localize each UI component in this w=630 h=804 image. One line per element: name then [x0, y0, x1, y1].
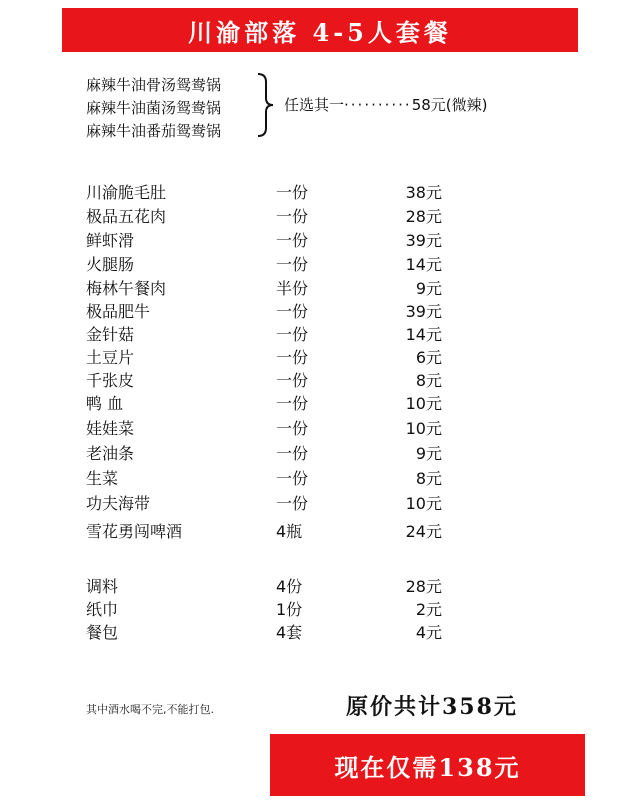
- menu-row: [86, 276, 456, 298]
- item-name: 鸭 血: [86, 394, 124, 413]
- hotpot-price: 58元(微辣): [411, 96, 488, 114]
- footnote: 其中酒水喝不完,不能打包.: [86, 703, 214, 716]
- item-price: 39元: [405, 302, 442, 321]
- now-price: 现在仅需138元: [334, 752, 521, 782]
- hotpot-option: 麻辣牛油番茄鸳鸯锅: [86, 122, 222, 140]
- menu-row: [86, 204, 456, 226]
- item-name: 功夫海带: [86, 494, 151, 513]
- menu-row: [86, 416, 456, 438]
- item-qty: 一份: [276, 302, 309, 321]
- item-qty: 1份: [276, 600, 303, 619]
- item-qty: 4份: [276, 577, 303, 596]
- menu-row: [86, 322, 456, 344]
- item-name: 梅林午餐肉: [86, 279, 167, 298]
- menu-row: [86, 252, 456, 274]
- item-price: 6元: [415, 348, 442, 367]
- menu-row: [86, 368, 456, 390]
- menu-row: [86, 228, 456, 250]
- menu-row: [86, 299, 456, 321]
- item-price: 10元: [405, 394, 442, 413]
- item-qty: 一份: [276, 255, 309, 274]
- hotpot-option: 麻辣牛油骨汤鸳鸯锅: [86, 76, 222, 94]
- item-qty: 一份: [276, 348, 309, 367]
- item-price: 14元: [405, 325, 442, 344]
- hotpot-option: 麻辣牛油菌汤鸳鸯锅: [86, 99, 222, 117]
- item-price: 2元: [415, 600, 442, 619]
- now-price-banner: [270, 734, 585, 796]
- item-price: 4元: [415, 623, 442, 642]
- item-name: 川渝脆毛肚: [86, 183, 167, 202]
- leader-dots: ··········: [344, 96, 412, 114]
- item-qty: 一份: [276, 325, 309, 344]
- item-price: 9元: [415, 279, 442, 298]
- menu-row: [86, 466, 456, 488]
- brace-icon: [256, 72, 276, 138]
- item-name: 极品五花肉: [86, 207, 167, 226]
- item-price: 24元: [405, 522, 442, 541]
- item-name: 极品肥牛: [86, 302, 151, 321]
- item-qty: 一份: [276, 183, 309, 202]
- item-name: 娃娃菜: [86, 419, 135, 438]
- menu-row: [86, 620, 456, 642]
- item-price: 10元: [405, 419, 442, 438]
- item-name: 千张皮: [86, 371, 135, 390]
- item-qty: 一份: [276, 494, 309, 513]
- menu-row: [86, 519, 456, 541]
- menu-row: [86, 180, 456, 202]
- item-qty: 一份: [276, 444, 309, 463]
- item-name: 纸巾: [86, 600, 119, 619]
- item-qty: 一份: [276, 419, 309, 438]
- item-price: 38元: [405, 183, 442, 202]
- item-qty: 4瓶: [276, 522, 303, 541]
- item-name: 鲜虾滑: [86, 231, 135, 250]
- menu-row: [86, 574, 456, 596]
- hotpot-choice: [284, 94, 488, 115]
- choose-label: 任选其一: [284, 96, 345, 114]
- item-name: 调料: [86, 577, 119, 596]
- item-name: 火腿肠: [86, 255, 135, 274]
- item-qty: 一份: [276, 207, 309, 226]
- item-price: 9元: [415, 444, 442, 463]
- item-price: 8元: [415, 469, 442, 488]
- item-price: 10元: [405, 494, 442, 513]
- item-name: 雪花勇闯啤酒: [86, 522, 183, 541]
- page-title: 川渝部落 4-5人套餐: [188, 17, 452, 47]
- menu-row: [86, 491, 456, 513]
- item-qty: 半份: [276, 279, 309, 298]
- menu-row: [86, 391, 456, 413]
- item-price: 14元: [405, 255, 442, 274]
- title-banner: [62, 8, 578, 52]
- item-qty: 一份: [276, 469, 309, 488]
- item-qty: 4套: [276, 623, 303, 642]
- item-qty: 一份: [276, 371, 309, 390]
- item-name: 生菜: [86, 469, 119, 488]
- item-price: 8元: [415, 371, 442, 390]
- item-price: 28元: [405, 577, 442, 596]
- item-price: 28元: [405, 207, 442, 226]
- item-name: 金针菇: [86, 325, 135, 344]
- item-price: 39元: [405, 231, 442, 250]
- menu-row: [86, 441, 456, 463]
- original-total: 原价共计358元: [346, 694, 518, 720]
- item-name: 老油条: [86, 444, 135, 463]
- hotpot-options: [86, 74, 221, 143]
- item-qty: 一份: [276, 394, 309, 413]
- item-name: 餐包: [86, 623, 119, 642]
- menu-row: [86, 597, 456, 619]
- item-name: 土豆片: [86, 348, 135, 367]
- menu-row: [86, 345, 456, 367]
- item-qty: 一份: [276, 231, 309, 250]
